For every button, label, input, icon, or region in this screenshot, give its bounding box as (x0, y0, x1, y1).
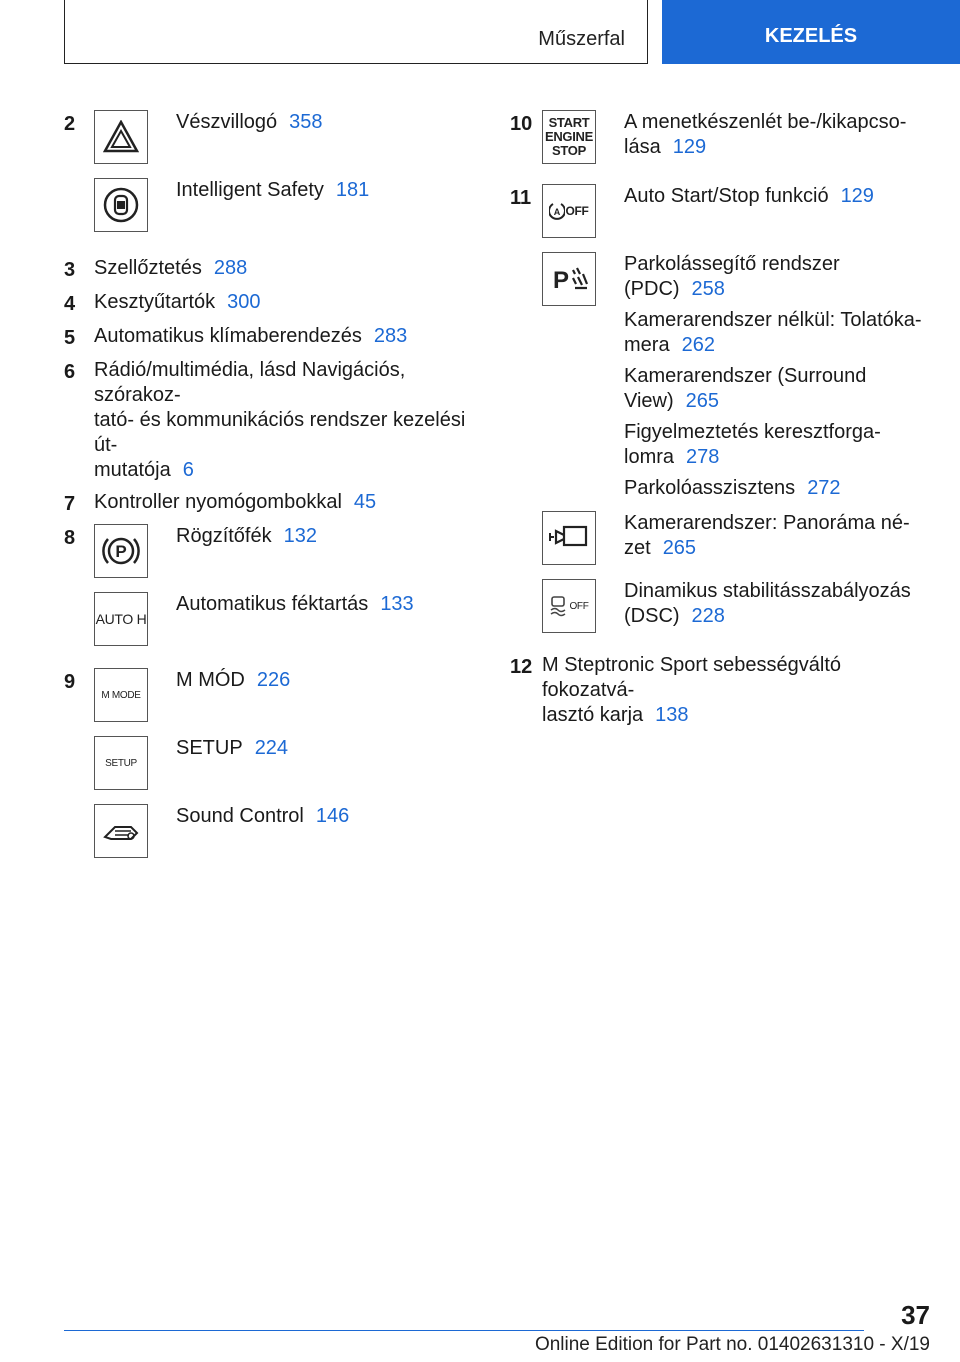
item-11-auto-start-stop (510, 184, 930, 252)
setup-button-icon (94, 736, 148, 790)
svg-text:P: P (115, 542, 127, 561)
item-10-start-stop (510, 110, 930, 184)
item-label: Intelligent Safety (176, 179, 324, 201)
item-line: Kamerarendszer nélkül: Tolatóka- (624, 309, 922, 331)
item-number: 12 (510, 656, 533, 678)
item-number: 7 (64, 493, 76, 515)
item-label: Kontroller nyomógombokkal (94, 491, 342, 513)
item-2-hazard (64, 110, 484, 178)
page-link[interactable]: 132 (283, 525, 317, 547)
pdc-icon (542, 252, 596, 306)
item-number: 3 (64, 259, 76, 281)
item-label: M MÓD (176, 669, 245, 691)
item-label: Vészvillogó (176, 111, 278, 133)
auto-start-stop-off-icon (542, 184, 596, 238)
page-link[interactable]: 258 (691, 278, 725, 300)
edition-note: Online Edition for Part no. 01402631310 - X/19 (534, 1334, 930, 1355)
item-label: Auto Start/Stop funkció (624, 185, 829, 207)
header-section-box (64, 0, 648, 64)
start-engine-stop-icon (542, 110, 596, 164)
item-line: (PDC) (624, 278, 680, 300)
page-number: 37 (901, 1300, 930, 1330)
icon-label: SETUP (105, 757, 137, 769)
item-line: lása (624, 136, 661, 158)
item-8-parking-brake (64, 524, 484, 592)
item-line: mutatója (94, 459, 171, 481)
right-column (510, 110, 930, 728)
chapter-title: KEZELÉS (764, 24, 858, 47)
item-number: 2 (64, 113, 76, 135)
chapter-tab[interactable] (662, 0, 960, 64)
item-11-dsc (510, 579, 930, 653)
icon-label: STOP (552, 143, 586, 158)
page-link[interactable]: 358 (289, 111, 323, 133)
dsc-off-icon (542, 579, 596, 633)
page-link[interactable]: 138 (655, 704, 689, 726)
icon-label: OFF (565, 204, 589, 218)
page-link[interactable]: 181 (335, 179, 370, 201)
item-label: Rögzítőfék (176, 525, 272, 547)
item-line: Kamerarendszer: Panoráma né- (624, 512, 910, 534)
item-line: A menetkészenlét be-/kikapcso- (624, 111, 907, 133)
item-line: tató- és kommunikációs rendszer kezelési út- (94, 409, 466, 456)
item-6 (64, 358, 484, 483)
item-line: lomra (624, 446, 675, 468)
icon-label: M MODE (101, 689, 141, 701)
page-link[interactable]: 228 (691, 605, 725, 627)
item-line: M Steptronic Sport sebességváltó fokozatvá- (542, 654, 842, 701)
item-line: Dinamikus stabilitásszabályozás (624, 580, 911, 602)
item-label: Automatikus féktartás (176, 593, 369, 615)
page-link[interactable]: 278 (686, 446, 720, 468)
item-11-pdc-group (510, 252, 930, 501)
item-number: 4 (64, 293, 76, 315)
camera-icon (542, 511, 596, 565)
page-link[interactable]: 262 (681, 334, 715, 356)
item-7 (64, 490, 484, 517)
page-link[interactable]: 272 (807, 477, 841, 499)
svg-text:A: A (554, 207, 561, 217)
item-line: lasztó karja (542, 704, 644, 726)
page-link[interactable]: 265 (685, 390, 720, 412)
page-link[interactable]: 129 (672, 136, 707, 158)
svg-text:P: P (552, 267, 570, 294)
item-number: 6 (64, 361, 76, 383)
item-11-camera-panorama (510, 511, 930, 579)
item-12 (510, 653, 930, 728)
item-9-m-mode (64, 668, 484, 736)
footer-divider (64, 1330, 864, 1331)
pdc-entries (624, 252, 922, 501)
item-line: zet (624, 537, 651, 559)
hazard-triangle-icon (94, 110, 148, 164)
item-text (94, 358, 484, 483)
item-line: Figyelmeztetés keresztforga- (624, 421, 881, 443)
item-number: 9 (64, 671, 76, 693)
item-number: 8 (64, 527, 76, 549)
item-number: 5 (64, 327, 76, 349)
page-link[interactable]: 6 (182, 459, 194, 481)
page-link[interactable]: 129 (840, 185, 874, 207)
section-title: Műszerfal (538, 28, 625, 50)
item-line: mera (624, 334, 670, 356)
page-link[interactable]: 226 (256, 669, 291, 691)
item-label: SETUP (176, 737, 243, 759)
item-line: (DSC) (624, 605, 680, 627)
page-link[interactable]: 45 (353, 491, 377, 513)
item-label: Automatikus klímaberendezés (94, 325, 362, 347)
page-link[interactable]: 265 (662, 537, 697, 559)
parking-brake-icon (94, 524, 148, 578)
item-line: Rádió/multimédia, lásd Navigációs, szórakoz- (94, 359, 406, 406)
item-5 (64, 324, 484, 351)
page-link[interactable]: 133 (380, 593, 414, 615)
item-9-sound-control (64, 804, 484, 872)
page-link[interactable]: 224 (254, 737, 289, 759)
item-8-auto-hold (64, 592, 484, 660)
page-link[interactable]: 146 (315, 805, 350, 827)
item-2-intelligent-safety (64, 178, 484, 246)
icon-label: OFF (569, 600, 589, 612)
item-line: Parkolássegítő rendszer (624, 253, 840, 275)
item-3 (64, 256, 484, 283)
icon-label: ENGINE (544, 129, 594, 144)
item-label: Kesztyűtartók (94, 291, 216, 313)
sound-control-icon (94, 804, 148, 858)
item-label: Sound Control (176, 805, 304, 827)
item-label: Parkolóasszisztens (624, 477, 796, 499)
auto-hold-icon (94, 592, 148, 646)
page-link[interactable]: 288 (213, 257, 248, 279)
page-link[interactable]: 300 (227, 291, 261, 313)
m-mode-button-icon (94, 668, 148, 722)
item-number: 11 (510, 187, 532, 209)
car-in-circle-icon (94, 178, 148, 232)
item-9-setup (64, 736, 484, 804)
item-text (176, 110, 323, 135)
icon-label: AUTO H (95, 611, 147, 627)
item-4 (64, 290, 484, 317)
item-line: View) (624, 390, 674, 412)
item-text (176, 178, 369, 203)
item-line: Kamerarendszer (Surround (624, 365, 867, 387)
page-link[interactable]: 283 (373, 325, 408, 347)
icon-label: START (548, 115, 590, 130)
item-label: Szellőztetés (94, 257, 202, 279)
item-number: 10 (510, 113, 533, 135)
left-column (64, 110, 484, 872)
